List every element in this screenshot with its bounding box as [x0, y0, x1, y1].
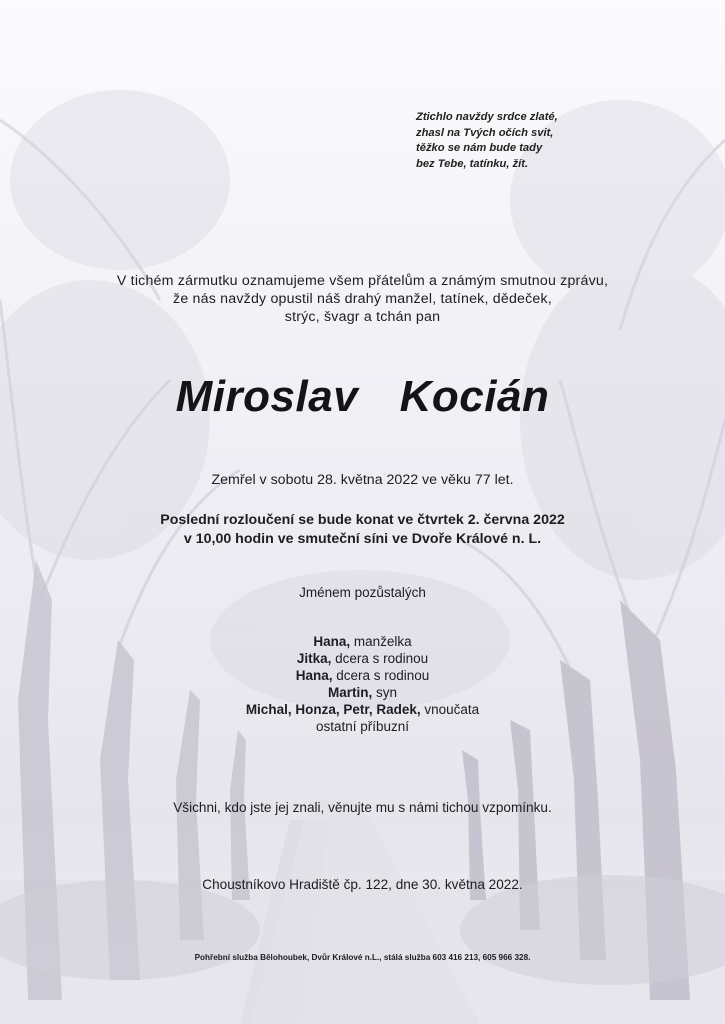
survivor-row	[0, 667, 725, 684]
funeral-info	[0, 511, 725, 549]
closing-line: Všichni, kdo jste jej znali, věnujte mu s námi tichou vzpomínku.	[173, 800, 552, 815]
announcement-line: strýc, švagr a tchán pan	[284, 309, 441, 325]
survivor-row	[0, 633, 725, 650]
survivors-list	[0, 633, 725, 735]
death-notice: Zemřel v sobotu 28. května 2022 ve věku 77 let.	[211, 472, 514, 488]
funeral-line: v 10,00 hodin ve smuteční síni ve Dvoře Králové n. L.	[183, 531, 542, 547]
memorial-verse	[416, 110, 636, 172]
survivor-relation: syn	[376, 685, 398, 700]
announcement	[0, 272, 725, 326]
survivor-name: Hana,	[295, 668, 333, 683]
survivor-name: Jitka,	[296, 651, 332, 666]
verse-line: Ztichlo navždy srdce zlaté,	[416, 111, 558, 123]
survivor-relation: ostatní příbuzní	[315, 719, 410, 734]
survivor-row	[0, 684, 725, 701]
survivor-name: Michal, Honza, Petr, Radek,	[245, 702, 421, 717]
survivor-row	[0, 701, 725, 718]
survivor-relation: dcera s rodinou	[336, 668, 430, 683]
verse-line: těžko se nám bude tady	[416, 142, 543, 154]
survivor-row	[0, 718, 725, 735]
announcement-line: že nás navždy opustil náš drahý manžel, tatínek, dědeček,	[173, 291, 552, 307]
deceased-name: Miroslav Kocián	[175, 372, 550, 421]
on-behalf-heading: Jménem pozůstalých	[299, 585, 426, 600]
funeral-line: Poslední rozloučení se bude konat ve čtvrtek 2. června 2022	[160, 512, 565, 528]
survivor-relation: manželka	[353, 634, 412, 649]
verse-line: bez Tebe, tatínku, žít.	[416, 157, 529, 170]
survivor-name: Hana,	[313, 634, 351, 649]
announcement-line: V tichém zármutku oznamujeme všem přátelům a známým smutnou zprávu,	[116, 273, 609, 289]
survivor-relation: vnoučata	[424, 702, 480, 717]
place-and-date: Choustníkovo Hradiště čp. 122, dne 30. května 2022.	[202, 877, 523, 892]
survivor-name: Martin,	[327, 685, 373, 700]
verse-line: zhasl na Tvých očích svit,	[416, 126, 554, 139]
survivor-relation: dcera s rodinou	[335, 651, 429, 666]
funeral-service-footer: Pohřební služba Bělohoubek, Dvůr Králové n.L., stálá služba 603 416 213, 605 966 328.	[194, 953, 531, 962]
survivor-row	[0, 650, 725, 667]
